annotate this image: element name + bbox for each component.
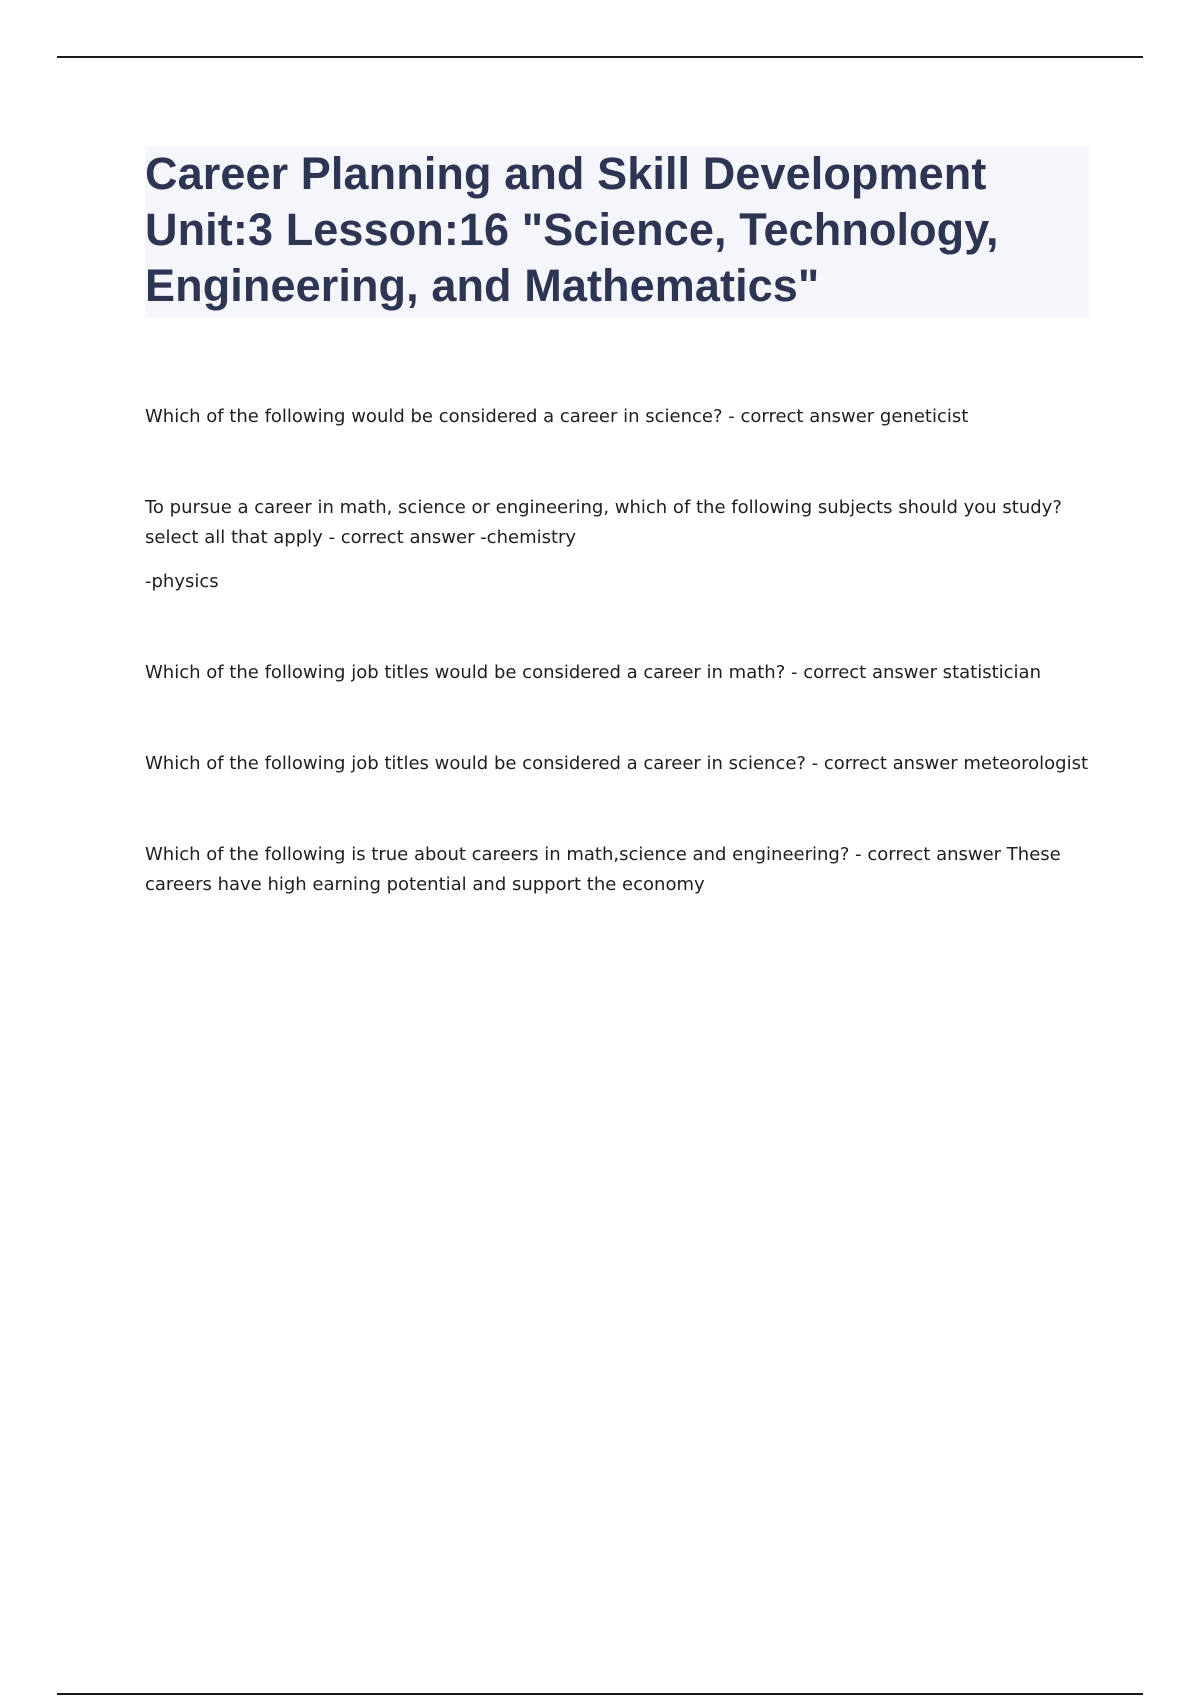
qa-item [145,840,1095,900]
qa-text: To pursue a career in math, science or engineering, which of the following subjects should you study? select all that apply - correct answer -chemistry [145,497,1062,548]
qa-text: Which of the following is true about careers in math,science and engineering? - correct answer These careers have high earning potential and support the economy [145,844,1061,895]
top-divider [57,56,1143,58]
page-title: Career Planning and Skill Development Unit:3 Lesson:16 "Science, Technology, Engineering, and Mathematics" [145,148,999,311]
title-block [145,146,1089,318]
qa-item [145,658,1095,688]
qa-text: Which of the following job titles would be considered a career in math? - correct answer statistician [145,662,1041,683]
qa-item [145,493,1095,597]
qa-text: Which of the following would be considered a career in science? - correct answer geneticist [145,406,969,427]
qa-item [145,402,1095,432]
bottom-divider [57,1693,1143,1695]
qa-item [145,749,1095,779]
qa-text: Which of the following job titles would be considered a career in science? - correct answer meteorologist [145,753,1089,774]
qa-extra-answer: -physics [145,571,219,592]
